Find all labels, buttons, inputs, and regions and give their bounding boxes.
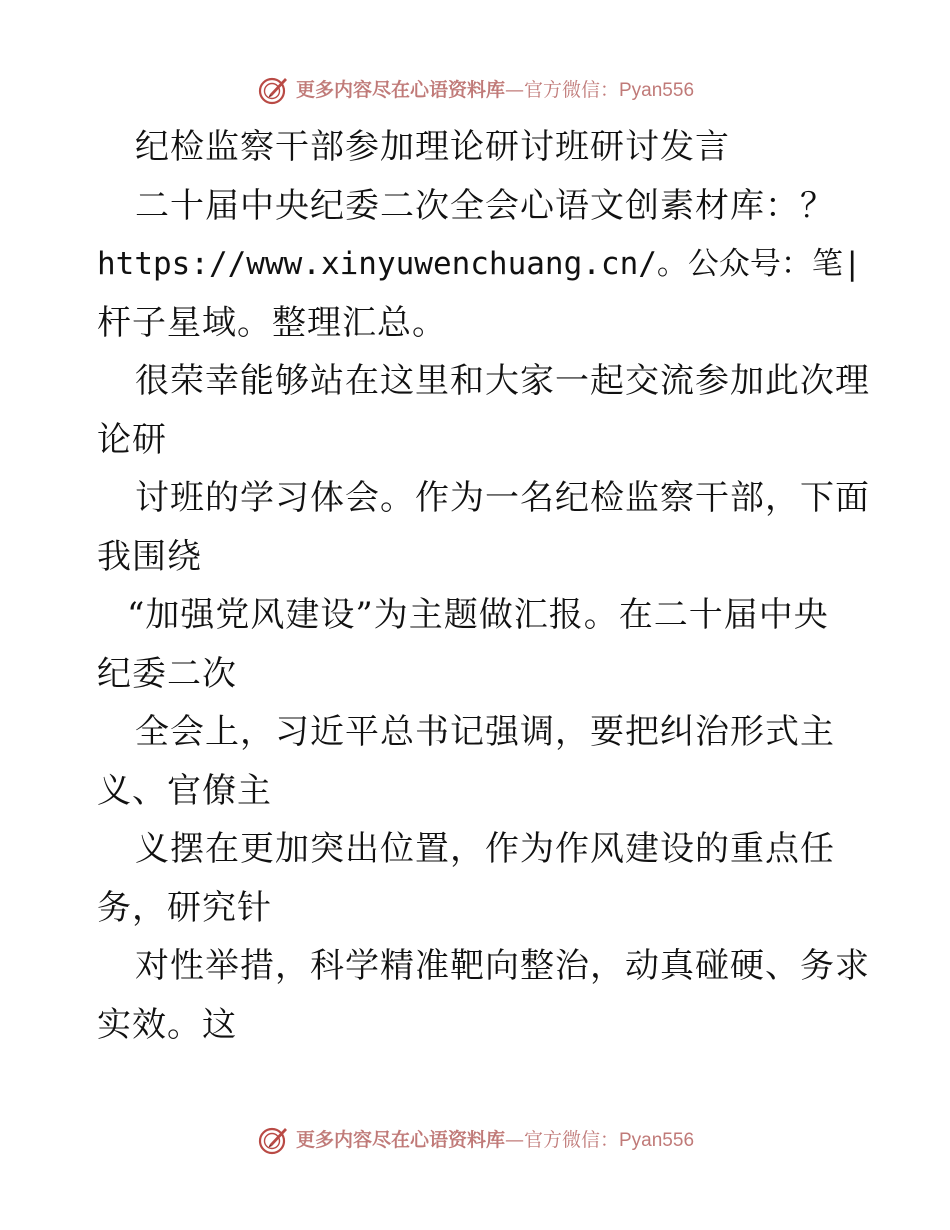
body-line: 二十届中央纪委二次全会心语文创素材库：？ bbox=[135, 185, 835, 226]
body-line: 讨班的学习体会。作为一名纪检监察干部，下面 bbox=[135, 478, 870, 518]
body-line: 杆子星域。整理汇总。 bbox=[97, 302, 447, 343]
body-line: 论研 bbox=[97, 419, 167, 460]
banner-wechat-id: Pyan556 bbox=[619, 79, 695, 101]
body-line: 实效。这 bbox=[97, 1004, 237, 1045]
pen-circle-logo-icon bbox=[256, 1123, 290, 1157]
body-line: 义摆在更加突出位置，作为作风建设的重点任 bbox=[135, 829, 835, 869]
document-body bbox=[97, 118, 870, 1054]
banner-title: 更多内容尽在心语资料库 bbox=[295, 78, 505, 101]
body-line: 很荣幸能够站在这里和大家一起交流参加此次理 bbox=[135, 361, 870, 401]
document-title: 纪检监察干部参加理论研讨班研讨发言 bbox=[135, 127, 730, 167]
banner-title: 更多内容尽在心语资料库 bbox=[295, 1128, 505, 1151]
banner-wechat-id: Pyan556 bbox=[619, 1129, 695, 1151]
body-line: 纪委二次 bbox=[97, 653, 237, 694]
banner-separator: — bbox=[504, 78, 524, 101]
body-line: 全会上，习近平总书记强调，要把纠治形式主 bbox=[135, 712, 835, 752]
body-line: 对性举措，科学精准靶向整治，动真碰硬、务求 bbox=[135, 946, 870, 986]
body-line: “加强党风建设”为主题做汇报。在二十届中央 bbox=[127, 595, 829, 635]
banner-wechat-label: 官方微信： bbox=[523, 78, 619, 101]
body-line-url: https://www.xinyuwenchuang.cn/。公众号：笔| bbox=[97, 246, 862, 282]
body-line: 务，研究针 bbox=[97, 887, 272, 928]
header-banner bbox=[0, 70, 950, 110]
body-line: 我围绕 bbox=[97, 536, 202, 577]
banner-separator: — bbox=[504, 1128, 524, 1151]
footer-banner bbox=[0, 1120, 950, 1160]
body-line: 义、官僚主 bbox=[97, 770, 272, 811]
banner-wechat-label: 官方微信： bbox=[523, 1128, 619, 1151]
pen-circle-logo-icon bbox=[256, 73, 290, 107]
